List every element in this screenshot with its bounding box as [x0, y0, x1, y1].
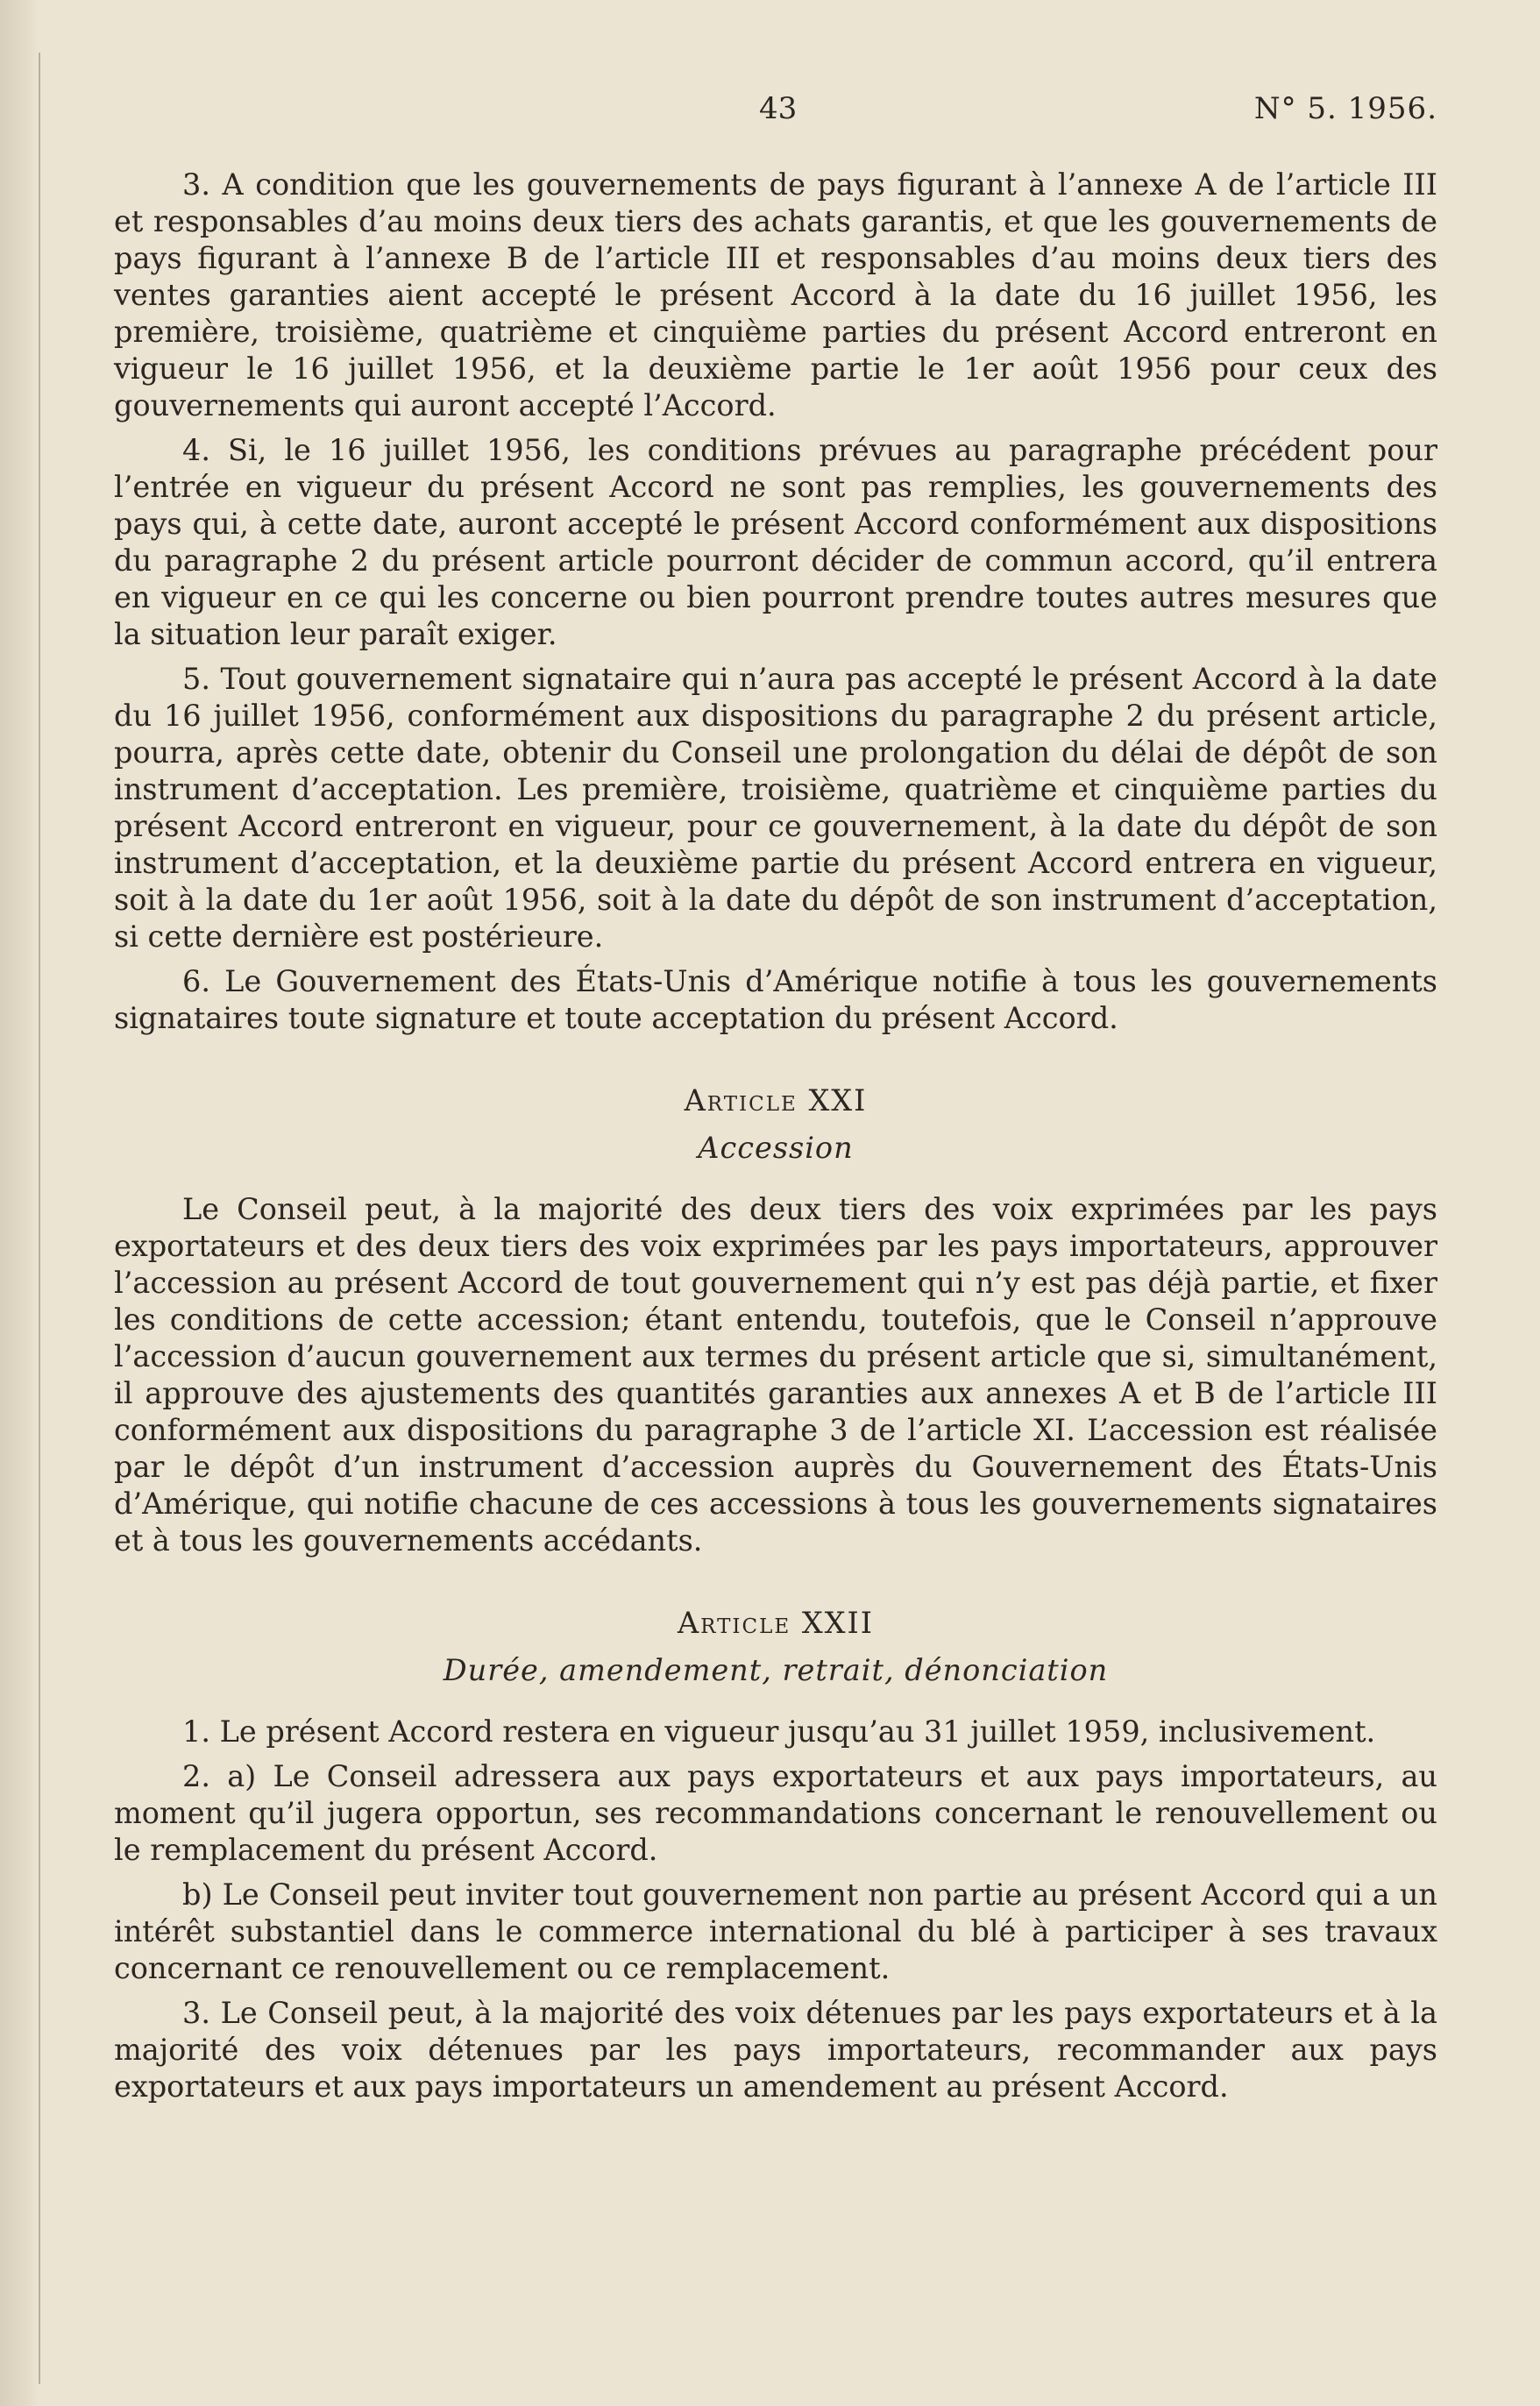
page-body	[114, 167, 1437, 2113]
page-edge	[0, 0, 39, 2406]
page-fold-line	[39, 53, 40, 2384]
paragraph-3: 3. A condition que les gouvernements de pays figurant à l’annexe A de l’article III et responsables d’au moins deux tiers des achats garantis, et que les gouvernements de pays figurant à l’annexe B de l’article III et responsables d’au moins deux tiers des ventes garanties aient accepté le présent Accord à la date du 16 juillet 1956, les première, troisième, quatrième et cinquième parties du présent Accord entreront en vigueur le 16 juillet 1956, et la deuxième partie le 1er août 1956 pour ceux des gouvernements qui auront accepté l’Accord.	[114, 167, 1437, 422]
article-xxi-paragraph: Le Conseil peut, à la majorité des deux tiers des voix exprimées par les pays exportateurs et des deux tiers des voix exprimées par les pays importateurs, approuver l’accession au présent Accord de tout gouvernement qui n’y est pas déjà partie, et fixer les conditions de cette accession; étant entendu, toutefois, que le Conseil n’approuve l’accession d’aucun gouvernement aux termes du présent article que si, simultanément, il approuve des ajustements des quantités garanties aux annexes A et B de l’article III conformément aux dispositions du paragraphe 3 de l’article XI. L’accession est réalisée par le dépôt d’un instrument d’accession auprès du Gouvernement des États-Unis d’Amérique, qui notifie chacune de ces accessions à tous les gouvernements signataires et à tous les gouvernements accédants.	[114, 1192, 1437, 1558]
article-xxi-heading	[114, 1082, 1437, 1119]
document-reference: N° 5. 1956.	[1253, 91, 1437, 126]
article-xxii-paragraph-2a: 2. a) Le Conseil adressera aux pays exportateurs et aux pays importateurs, au moment qu’il jugera opportun, ses recommandations concernant le renouvellement ou le remplacement du présent Accord.	[114, 1759, 1437, 1867]
paragraph-4: 4. Si, le 16 juillet 1956, les conditions prévues au paragraphe précédent pour l’entrée en vigueur du présent Accord ne sont pas remplies, les gouvernements des pays qui, à cette date, auront accepté le présent Accord conformément aux dispositions du paragraphe 2 du présent article pourront décider de commun accord, qu’il entrera en vigueur en ce qui les concerne ou bien pourront prendre toutes autres mesures que la situation leur paraît exiger.	[114, 433, 1437, 651]
paragraph-6: 6. Le Gouvernement des États-Unis d’Amérique notifie à tous les gouvernements signataires toute signature et toute acceptation du présent Accord.	[114, 964, 1437, 1035]
article-xxii-title: Article XXII	[677, 1606, 874, 1640]
article-xxii-paragraph-2b: b) Le Conseil peut inviter tout gouvernement non partie au présent Accord qui a un intérêt substantiel dans le commerce international du blé à participer à ses travaux concernant ce renouvellement ou ce remplacement.	[114, 1877, 1437, 1985]
page-header	[0, 91, 1540, 135]
article-xxii-heading	[114, 1605, 1437, 1642]
article-xxi-subtitle: Accession	[698, 1131, 854, 1165]
page-number: 43	[759, 91, 798, 126]
article-xxi-title: Article XXI	[684, 1083, 868, 1118]
article-xxii-paragraph-1: 1. Le présent Accord restera en vigueur jusqu’au 31 juillet 1959, inclusivement.	[182, 1714, 1376, 1749]
article-xxii-subtitle: Durée, amendement, retrait, dénonciation	[443, 1653, 1109, 1687]
paragraph-5: 5. Tout gouvernement signataire qui n’aura pas accepté le présent Accord à la date du 16 juillet 1956, conformément aux dispositions du paragraphe 2 du présent article, pourra, après cette date, obtenir du Conseil une prolongation du délai de dépôt de son instrument d’acceptation. Les première, troisième, quatrième et cinquième parties du présent Accord entreront en vigueur, pour ce gouvernement, à la date du dépôt de son instrument d’acceptation, et la deuxième partie du présent Accord entrera en vigueur, soit à la date du 1er août 1956, soit à la date du dépôt de son instrument d’acceptation, si cette dernière est postérieure.	[114, 662, 1437, 954]
article-xxii-paragraph-3: 3. Le Conseil peut, à la majorité des voix détenues par les pays exportateurs et à la majorité des voix détenues par les pays importateurs, recommander aux pays exportateurs et aux pays importateurs un amendement au présent Accord.	[114, 1996, 1437, 2104]
